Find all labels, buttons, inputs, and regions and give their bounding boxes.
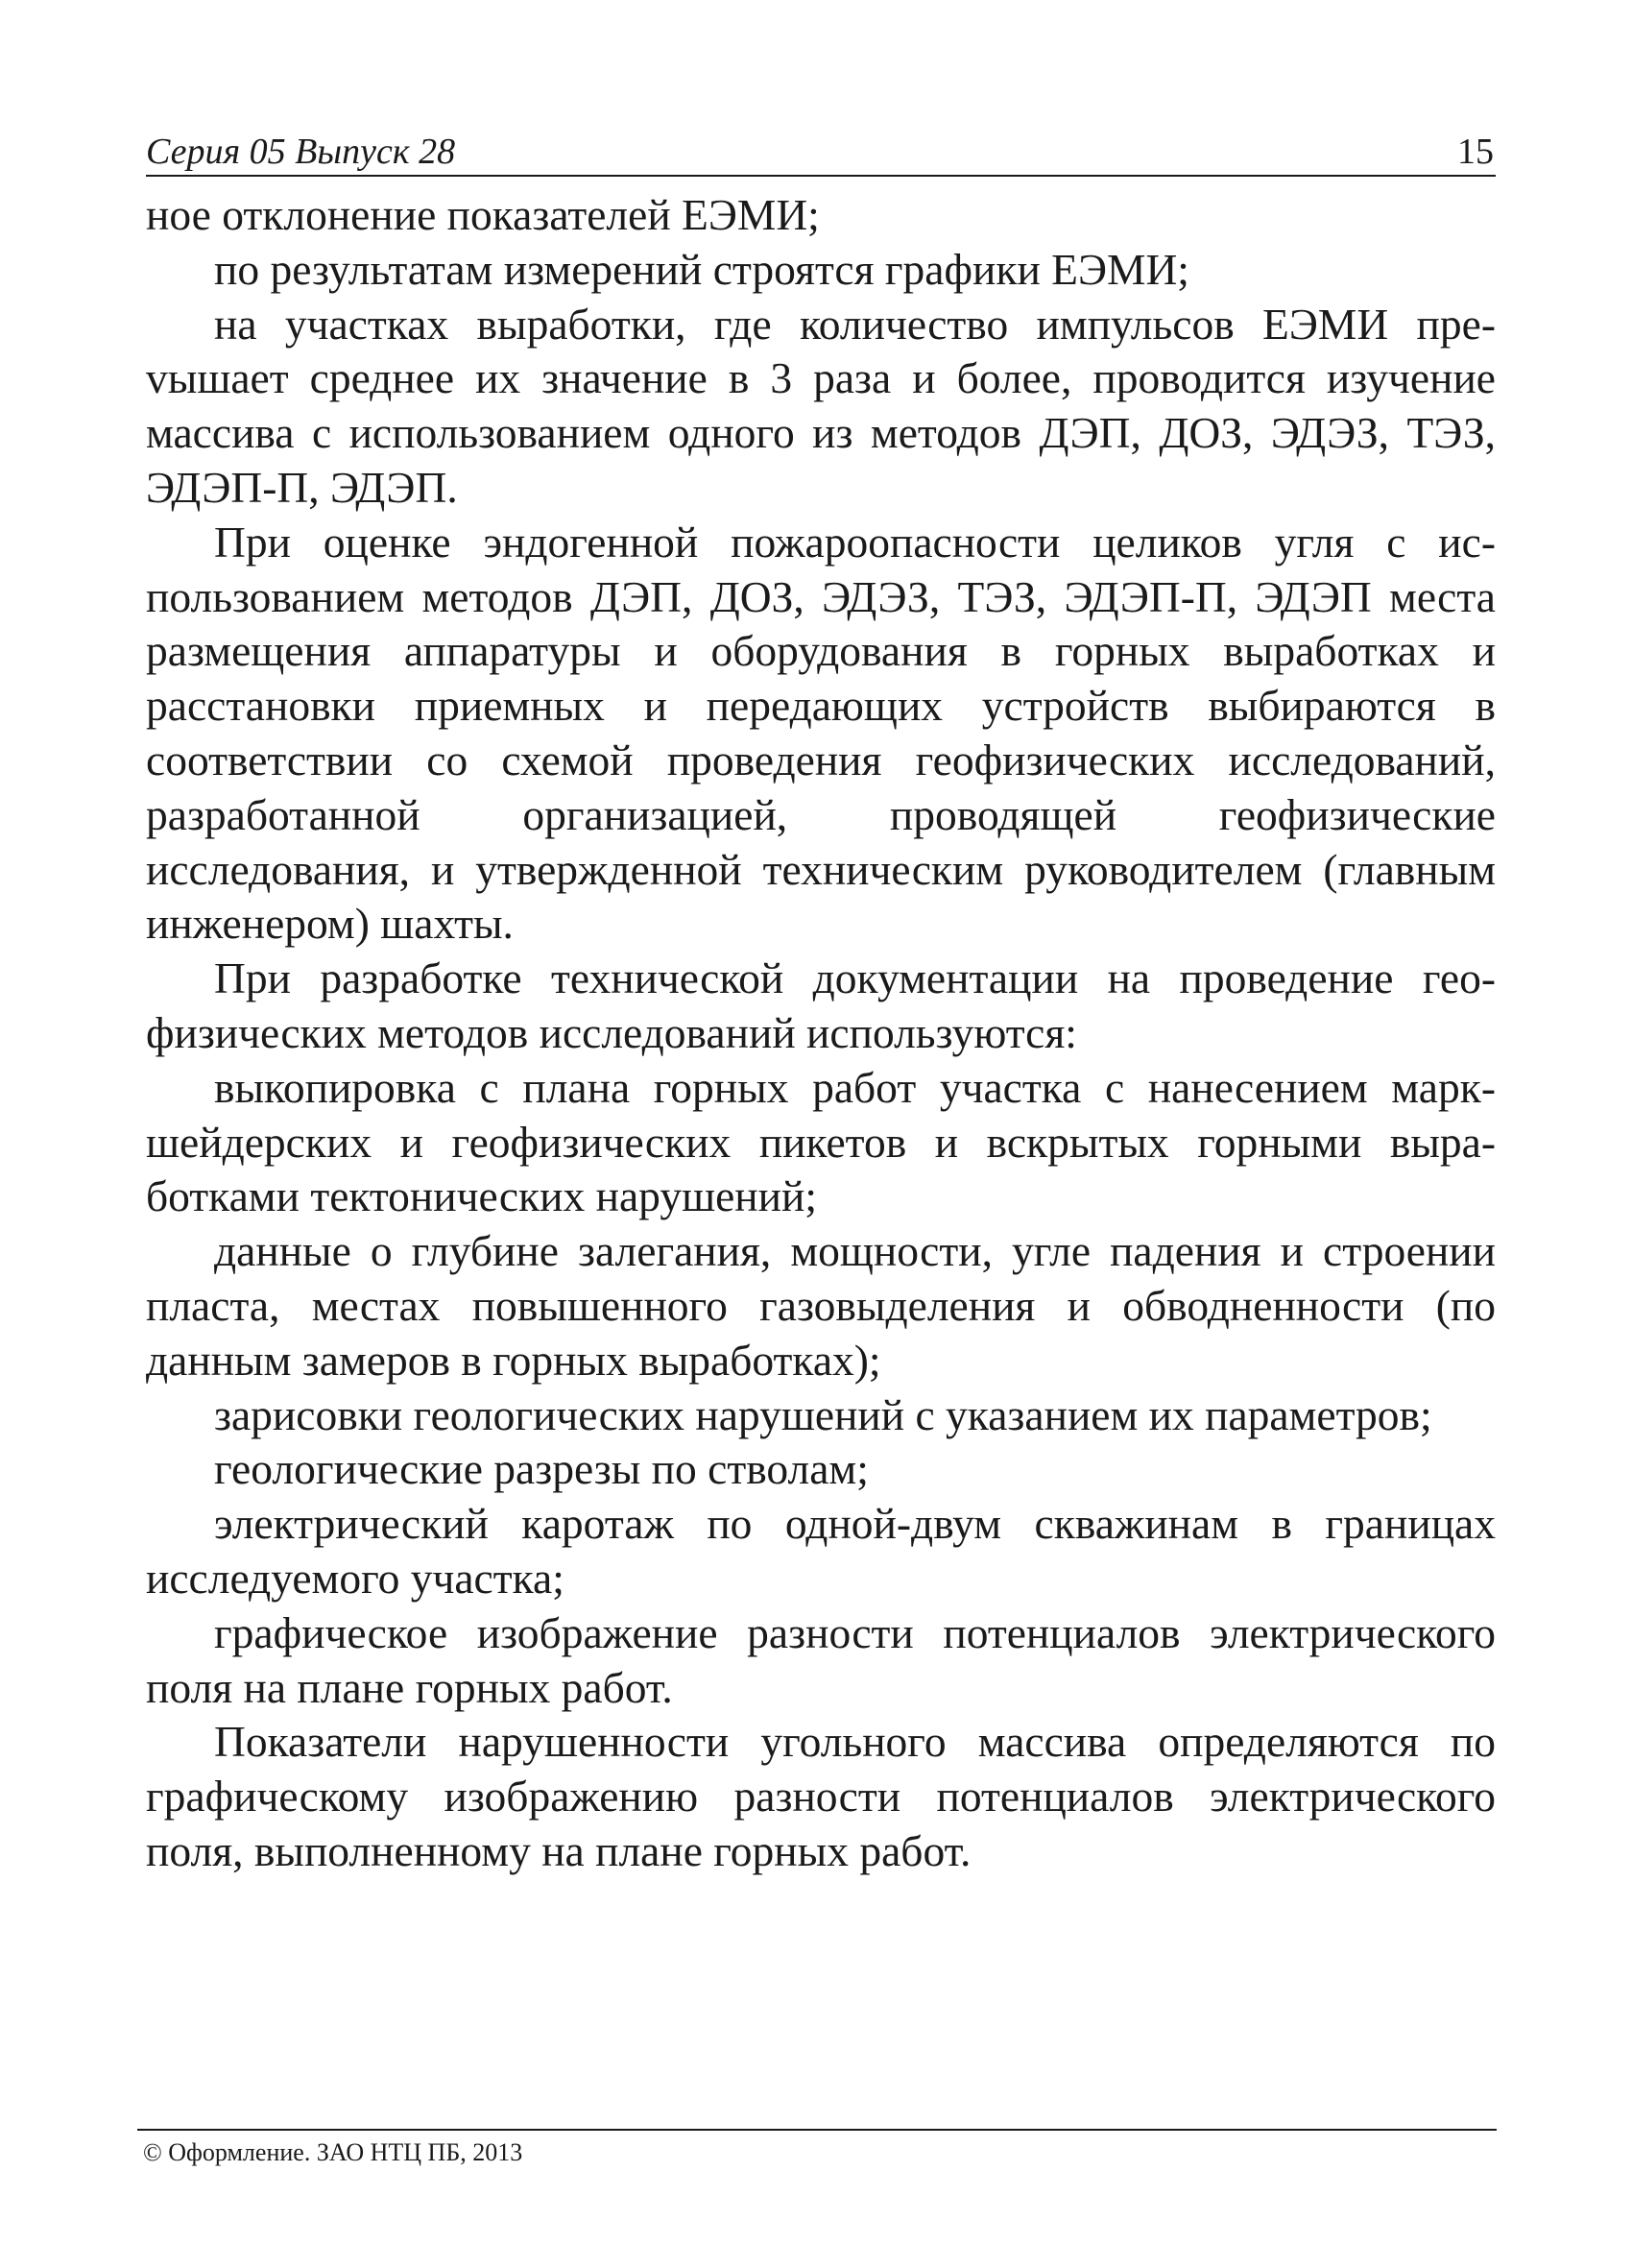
list-item: геологические разрезы по стволам; bbox=[214, 1444, 869, 1494]
list-item: графическое изображение разности потенциалов электрического поля на плане горных работ. bbox=[146, 1607, 1496, 1712]
list-item: электрический каротаж по одной-двум скважинам в границах исследуемого участка; bbox=[146, 1499, 1496, 1603]
list-item: данные о глубине залегания, мощности, угле падения и строении пласта, местах повышенного газовыделения и обводненности (по данным замеров в горных выработках); bbox=[146, 1226, 1496, 1385]
page-number: 15 bbox=[1457, 132, 1494, 172]
series-title: Серия 05 Выпуск 28 bbox=[146, 132, 456, 172]
paragraph: Показатели нарушенности угольного массива определяются по графическому изображению разности потенциалов электрического поля, выполненному на плане горных работ. bbox=[146, 1717, 1496, 1875]
paragraph: При оценке эндогенной пожароопасности целиков угля с использованием методов ДЭП, ДОЗ, ЭДЭЗ, ТЭЗ, ЭДЭП-П, ЭДЭП места размещения аппаратуры и оборудования в горных выработках и расстановки приемных и передающих устройств выбираются в соответствии со схемой проведения геофизических исследований, разработанной организацией, проводящей геофизические исследования, и утвержденной техническим руководителем (главным инженером) шахты. bbox=[146, 517, 1496, 949]
body-text bbox=[146, 188, 1496, 1879]
paragraph: по результатам измерений строятся графики ЕЭМИ; bbox=[214, 244, 1189, 294]
paragraph: на участках выработки, где количество импульсов ЕЭМИ преvышает среднее их значение в 3 раза и более, проводится изучение массива с использованием одного из методов ДЭП, ДОЗ, ЭДЭЗ, ТЭЗ, ЭДЭП-П, ЭДЭП. bbox=[146, 299, 1496, 512]
list-item: выкопировка с плана горных работ участка с нанесением маркшейдерских и геофизических пикетов и вскрытых горными выработками тектонических нарушений; bbox=[146, 1062, 1496, 1221]
paragraph: При разработке технической документации на проведение геофизических методов исследований используются: bbox=[146, 953, 1496, 1057]
list-item: зарисовки геологических нарушений с указанием их параметров; bbox=[214, 1389, 1432, 1439]
footer-copyright: © Оформление. ЗАО НТЦ ПБ, 2013 bbox=[143, 2138, 523, 2166]
footer-divider bbox=[137, 2129, 1497, 2131]
paragraph: ное отклонение показателей ЕЭМИ; bbox=[146, 190, 820, 239]
running-header bbox=[146, 127, 1496, 177]
